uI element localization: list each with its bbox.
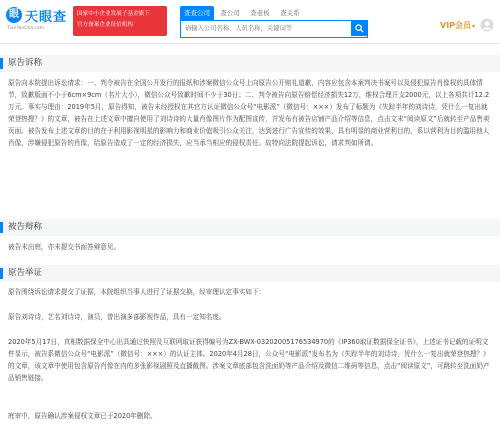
section-accent-bar (0, 58, 3, 69)
tab-search-company[interactable]: 查查公司 (180, 6, 214, 20)
plaintiff-identity-text: 原告刘诗诗，艺名刘诗诗，演员，曾出演多部影视作品，具有一定知名度。 (8, 313, 226, 321)
tab-boss[interactable]: 查老板 (250, 9, 270, 17)
plaintiff-claim-text: 原告向本院提出诉讼请求：一、判令被告在全国公开发行的报纸和涉案微信公众号上向原告公开赔礼道歉，内容应包含本案判决书案号以及侵犯原告肖像权的具体情节，致歉版面不小于6cm×9cm（名片大小），微信公众号致歉时间不少于30日；二、判令被告向原告赔偿经济损失12万，维权合理开支2000元，以上各项共计12.2万元。事实与理由：2019年5月，原告得知，被告未经授权在其官方认证微信公众号“电影派”（微信号：×××）发布了标题为《失踪半年的刘诗诗，凭什么一复出就荣登热搜？》的文章，被告在上述文章中擅自使用了刘诗诗的大量肖像图片作为配图宣传，并发布有被告店铺产品介绍等信息，点击文末“阅读原文”后就转至产品售卖页面。被告发布上述文章的目的在于利用影视明星的影响力和商业价值吸引公众关注，达到进行广告宣传的效果，具有明显的商业营利目的，系以营利为目的滥用他人肖像，涉嫌侵犯原告的肖像，给原告造成了一定的经济损失，应当承当相应的侵权责任。故特向法院提起诉讼，请求判如所请。 (8, 79, 490, 147)
vip-label: VIP会员 (440, 21, 472, 30)
section-plaintiff-evidence-header (0, 265, 500, 282)
defendant-defense-text: 被告未出庭，亦未提交书面答辩意见。 (8, 243, 121, 251)
site-header (0, 0, 500, 44)
section-plaintiff-claim-header (0, 55, 500, 72)
tab-company[interactable]: 查公司 (220, 9, 240, 17)
search-icon (355, 24, 364, 33)
vip-member-link[interactable] (440, 20, 475, 31)
fund-badge-line2: 官方备案企业征信机构 (77, 22, 133, 28)
section-defendant-defense-header (0, 219, 500, 236)
evidence-intro-text: 原告围绕诉讼请求提交了证据，本院组织当事人进行了证据交换，经审理认定事实如下： (8, 288, 266, 296)
section-accent-bar (0, 268, 3, 279)
search-button[interactable] (351, 21, 367, 36)
logo-url: TianYanCha.com (7, 26, 45, 31)
user-avatar-icon[interactable] (480, 18, 494, 32)
section-accent-bar (0, 222, 3, 233)
logo-text: 天眼查 (25, 10, 68, 25)
fund-badge-line1: 国家中小企业发展子基金旗下 (77, 11, 150, 17)
article-deleted-text: 庭审中，原告确认涉案侵权文章已于2020年删除。 (8, 412, 157, 420)
logo-eye-icon: 眼 (6, 7, 22, 23)
search-input[interactable] (181, 21, 351, 36)
chevron-down-icon: ▾ (472, 23, 476, 30)
site-logo[interactable] (6, 6, 68, 36)
tab-relation[interactable]: 查关系 (280, 9, 300, 17)
section-title: 被告辩称 (8, 222, 43, 232)
evidence-detail-text: 2020年5月17日，真相数据保全中心出具通过快照及互联网取证获得编号为ZX-BWX-03202005176534970的《IP360取证数据保全证书》，上述证书记载的证明文件显示，被告系微信公众号“电影派”（微信号：×××）的认证主体。2020年4月28日，公众号“电影派”发布名为《失踪半年的刘诗诗，凭什么一复出就荣登热搜？》的文章，该文章中使用包含原告肖像在内的多张影视剧照及直播截图。涉案文章底部包含洗面奶等产品介绍及微信二维码等信息，点击“阅读原文”，可跳转至洗面奶产品销售链接。 (8, 338, 490, 382)
fund-badge (73, 6, 167, 36)
search-box (180, 20, 368, 38)
section-title: 原告举证 (8, 268, 43, 278)
section-title: 原告诉称 (8, 58, 43, 68)
